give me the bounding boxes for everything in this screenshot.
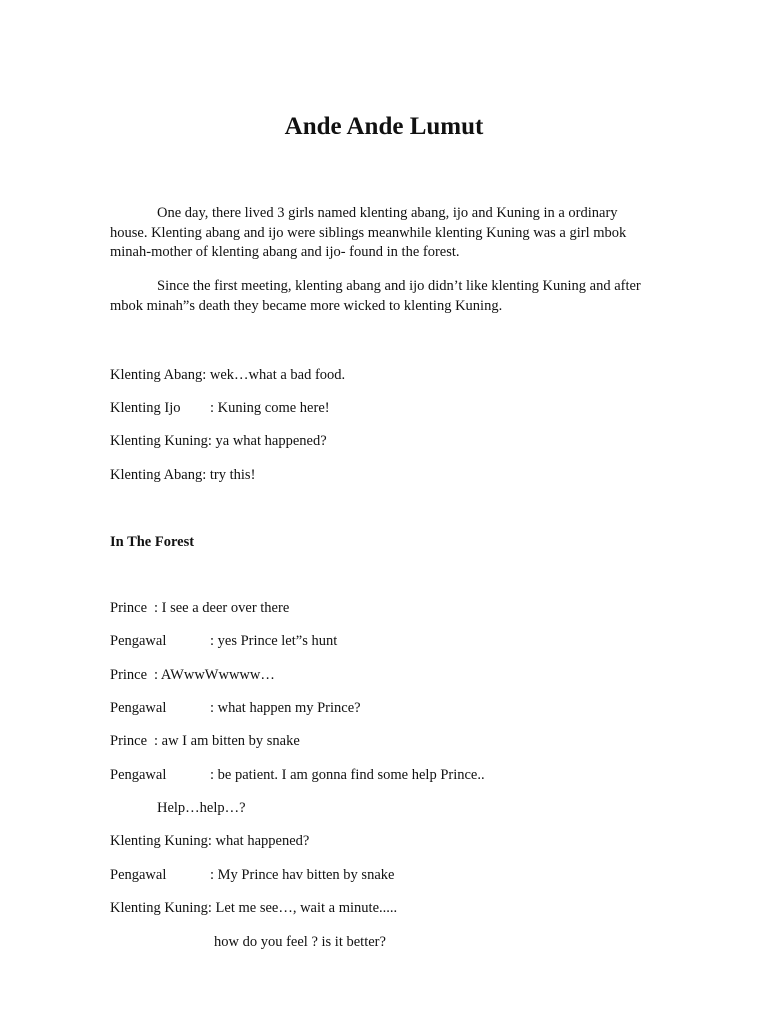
dialogue-line xyxy=(110,466,255,484)
dialogue-line xyxy=(110,632,337,650)
dialogue-line xyxy=(110,832,309,850)
speaker-name: Klenting Kuning xyxy=(110,433,208,449)
dialogue-line xyxy=(110,799,246,817)
dialogue-text: how do you feel ? is it better? xyxy=(214,934,386,950)
speaker-name: Klenting Abang xyxy=(110,367,203,383)
dialogue-text: : My Prince hav bitten by snake xyxy=(210,867,395,883)
dialogue-text: : wek…what a bad food. xyxy=(202,367,346,383)
dialogue-line xyxy=(110,866,394,884)
dialogue-line xyxy=(110,766,485,784)
speaker-name: Klenting Kuning xyxy=(110,833,208,849)
dialogue-line xyxy=(110,666,275,684)
dialogue-line xyxy=(110,699,361,717)
speaker-name: Pengawal xyxy=(110,700,167,716)
dialogue-line xyxy=(110,432,327,450)
speaker-name: Klenting Abang xyxy=(110,467,203,483)
dialogue-line xyxy=(110,732,300,750)
dialogue-text: : AWwwWwwww… xyxy=(154,667,275,683)
speaker-name: Pengawal xyxy=(110,633,167,649)
dialogue-text: : Kuning come here! xyxy=(210,400,330,416)
speaker-name: Prince xyxy=(110,733,148,749)
speaker-name: Prince xyxy=(110,600,148,616)
dialogue-text: Help…help…? xyxy=(157,800,246,816)
speaker-name: Pengawal xyxy=(110,767,167,783)
dialogue-line xyxy=(110,599,289,617)
dialogue-text: : be patient. I am gonna find some help Prince.. xyxy=(210,767,485,783)
dialogue-text: : what happened? xyxy=(207,833,310,849)
document-title: Ande Ande Lumut xyxy=(284,113,484,140)
dialogue-line xyxy=(110,933,386,951)
dialogue-line xyxy=(110,399,330,417)
dialogue-text: : I see a deer over there xyxy=(154,600,290,616)
dialogue-line xyxy=(110,899,397,917)
paragraph-second: Since the first meeting, klenting abang and ijo didn’t like klenting Kuning and after mbok minah”s death they became more wicked to klenting Kuning. xyxy=(110,278,641,314)
speaker-name: Klenting Ijo xyxy=(110,400,181,416)
dialogue-text: : yes Prince let”s hunt xyxy=(210,633,338,649)
speaker-name: Klenting Kuning xyxy=(110,900,208,916)
speaker-name: Pengawal xyxy=(110,867,167,883)
dialogue-text: : try this! xyxy=(202,467,256,483)
dialogue-text: : Let me see…, wait a minute..... xyxy=(207,900,398,916)
speaker-name: Prince xyxy=(110,667,148,683)
section-heading: In The Forest xyxy=(110,534,195,550)
dialogue-text: : what happen my Prince? xyxy=(210,700,361,716)
dialogue-text: : ya what happened? xyxy=(207,433,327,449)
paragraph-intro: One day, there lived 3 girls named klenting abang, ijo and Kuning in a ordinary house. Klenting abang and ijo were siblings meanwhile klenting Kuning was a girl mbok minah-mother of klenting abang and ijo- found in the forest. xyxy=(110,205,627,260)
dialogue-line xyxy=(110,366,345,384)
dialogue-text: : aw I am bitten by snake xyxy=(154,733,300,749)
